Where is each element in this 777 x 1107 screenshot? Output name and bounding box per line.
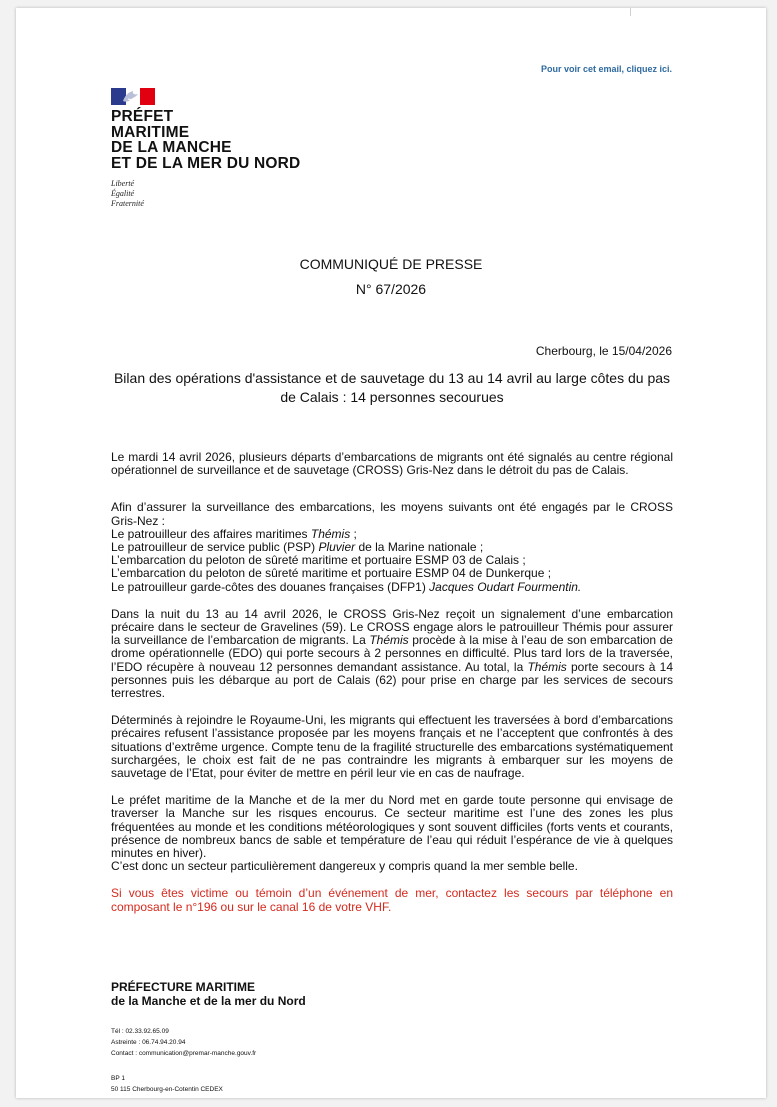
prefet-maritime-logo — [111, 88, 300, 209]
list-item: Le patrouilleur garde-côtes des douanes françaises (DFP1) Jacques Oudart Fourmentin. — [111, 579, 582, 594]
paragraph: Le préfet maritime de la Manche et de la mer du Nord met en garde toute personne qui envisage de traverser la Manche sur les risques encourus. Ce secteur maritime est l’une des zones les plus fréquentées au monde et les conditions météorologiques y sont souvent difficiles (forts vents et courants, présence de nombreux bancs de sable et température de l’eau qui réduit l’espérance de vie à quelques minutes en hiver). C’est donc un secteur particulièrement dangereux y compris quand la mer semble belle. — [111, 793, 673, 874]
paragraph-means — [111, 501, 673, 593]
paragraph: Déterminés à rejoindre le Royaume-Uni, les migrants qui effectuent les traversées à bord d’embarcations précaires refusent l’assistance proposée par les moyens français et ne l’acceptent que confrontés à des situations d’extrême urgence. Compte tenu de la fragilité structurelle des embarcations systématiquement surchargées, le choix est fait de ne pas contraindre les migrants à embarquer sur les moyens de sauvetage de l’Etat, pour éviter de mettre en péril leur vie en cas de naufrage. — [111, 713, 673, 781]
footer-astreinte: Astreinte : 06.74.94.20.94 — [111, 1039, 186, 1046]
footer-contact-email[interactable]: Contact : communication@premar-manche.gouv.fr — [111, 1050, 257, 1057]
motto-line: Égalité — [111, 189, 135, 198]
view-in-browser-link[interactable]: Pour voir cet email, cliquez ici. — [540, 64, 672, 74]
motto-line: Liberté — [111, 179, 135, 188]
body-text — [111, 451, 673, 928]
footer-title: PRÉFECTURE MARITIME de la Manche et de la mer du Nord — [111, 980, 306, 1008]
paragraph: Dans la nuit du 13 au 14 avril 2026, le CROSS Gris-Nez reçoit un signalement d’une embarcation précaire dans le secteur de Gravelines (59). Le CROSS engage alors le patrouilleur Thémis pour assurer la surveillance de l’embarcation de migrants. La Thémis procède à la mise à l’eau de son embarcation de drome opérationnelle (EDO) qui porte secours à 2 personnes en difficulté. Plus tard lors de la traversée, l’EDO récupère à nouveau 12 personnes demandant assistance. Au total, la Thémis porte secours à 14 personnes puis les débarque au port de Calais (62) pour prise en charge par les services de secours terrestres. — [111, 606, 674, 701]
motto-line: Fraternité — [111, 199, 144, 208]
emergency-notice: Si vous êtes victime ou témoin d’un événement de mer, contactez les secours par téléphone en composant le n°196 ou sur le canal 16 de votre VHF. — [111, 886, 673, 914]
divider — [630, 8, 631, 16]
motto — [111, 179, 300, 209]
org-line: DE LA MANCHE — [111, 139, 232, 156]
email-page — [16, 8, 766, 1098]
paragraph: Le mardi 14 avril 2026, plusieurs départs d’embarcations de migrants ont été signalés au centre régional opérationnel de surveillance et de sauvetage (CROSS) Gris-Nez dans le détroit du pas de Calais. — [111, 450, 673, 478]
means-intro: Afin d’assurer la surveillance des embarcations, les moyens suivants ont été engagés par le CROSS Gris-Nez : — [111, 500, 673, 528]
list-item: L’embarcation du peloton de sûreté maritime et portuaire ESMP 04 de Dunkerque ; — [111, 566, 552, 581]
org-line: MARITIME — [111, 123, 190, 141]
footer-contacts — [111, 1026, 306, 1059]
release-date: Cherbourg, le 15/04/2026 — [535, 344, 672, 358]
footer-address: BP 1 50 115 Cherbourg-en-Cotentin CEDEX — [111, 1075, 223, 1093]
press-heading: COMMUNIQUÉ DE PRESSE — [299, 256, 483, 272]
press-number: N° 67/2026 — [355, 281, 427, 297]
press-release-title — [16, 252, 766, 302]
footer-phone: Tél : 02.33.92.65.09 — [111, 1028, 169, 1035]
subject-heading: Bilan des opérations d'assistance et de sauvetage du 13 au 14 avril au large côtes du pas de Calais : 14 personnes secourues — [113, 370, 671, 405]
list-item: L’embarcation du peloton de sûreté maritime et portuaire ESMP 03 de Calais ; — [111, 553, 526, 568]
list-item: Le patrouilleur de service public (PSP) Pluvier de la Marine nationale ; — [111, 540, 484, 555]
footer-signature — [111, 980, 306, 1095]
org-name — [111, 109, 300, 171]
org-line: PRÉFET — [111, 108, 174, 125]
org-line: ET DE LA MER DU NORD — [111, 154, 301, 172]
marianne-flag-icon — [111, 88, 155, 105]
list-item: Le patrouilleur des affaires maritimes Thémis ; — [111, 526, 357, 541]
